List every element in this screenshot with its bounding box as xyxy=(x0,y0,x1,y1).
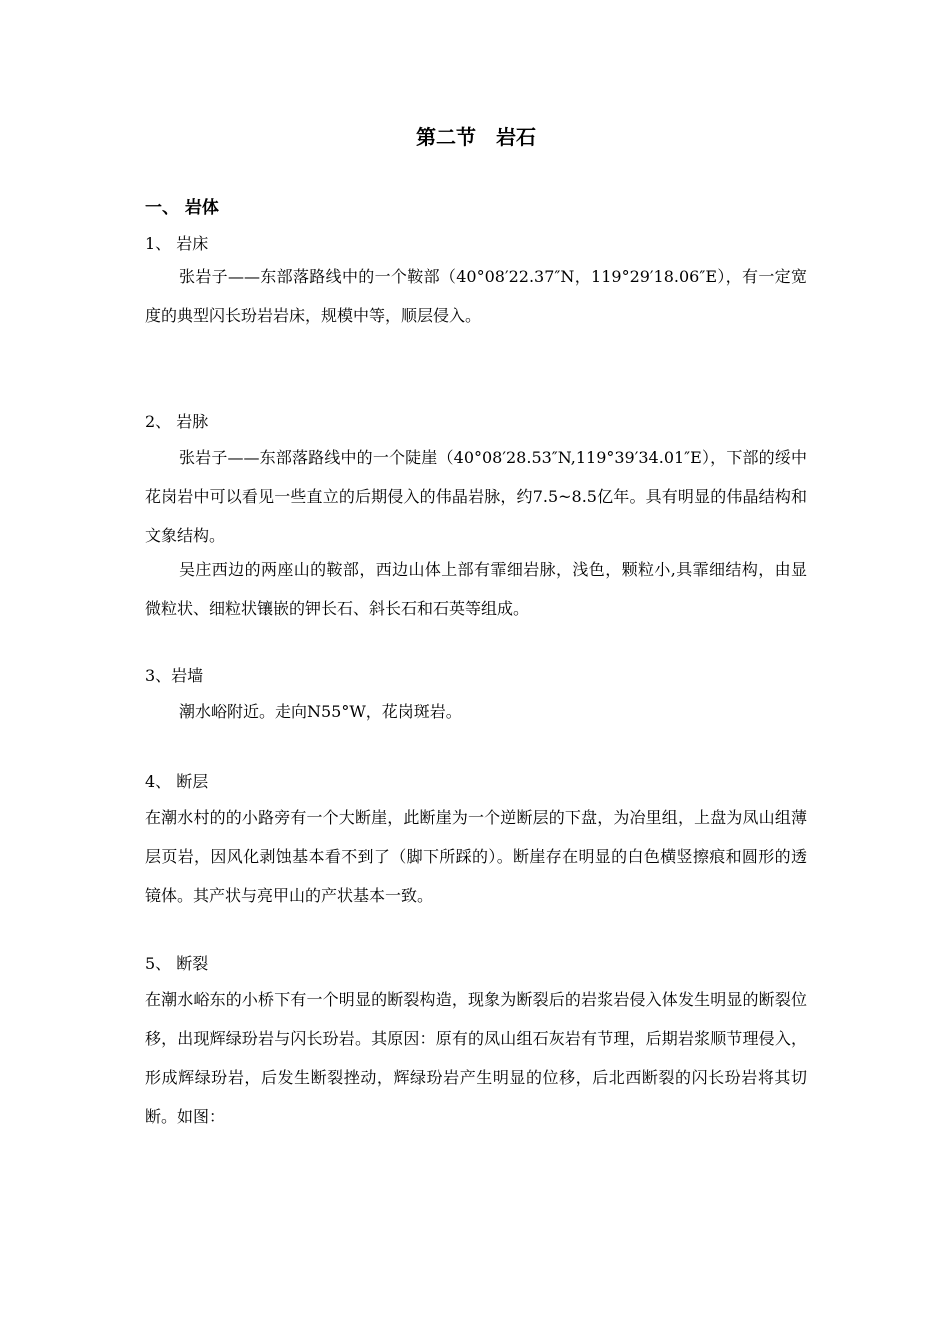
paragraph-fracture: 在潮水峪东的小桥下有一个明显的断裂构造，现象为断裂后的岩浆岩侵入体发生明显的断裂位移，出现辉绿玢岩与闪长玢岩。其原因：原有的凤山组石灰岩有节理，后期岩浆顺节理侵入，形成辉绿玢岩，后发生断裂挫动，辉绿玢岩产生明显的位移，后北西断裂的闪长玢岩将其切断。如图： xyxy=(145,990,807,1126)
paragraph-dyke-wall: 潮水峪附近。走向N55°W，花岗斑岩。 xyxy=(179,702,462,721)
paragraph-dike-2: 吴庄西边的两座山的鞍部，西边山体上部有霏细岩脉，浅色，颗粒小,具霏细结构，由显微粒状、细粒状镶嵌的钾长石、斜长石和石英等组成。 xyxy=(145,560,807,618)
item-heading-dyke-wall: 3、岩墙 xyxy=(145,666,204,685)
item-heading-sill: 1、 岩床 xyxy=(145,234,209,253)
paragraph-dike-1: 张岩子——东部落路线中的一个陡崖（40°08′28.53″N,119°39′34.01″E），下部的绥中花岗岩中可以看见一些直立的后期侵入的伟晶岩脉，约7.5~8.5亿年。具有明显的伟晶结构和文象结构。 xyxy=(145,448,807,545)
item-heading-fault: 4、 断层 xyxy=(145,772,209,791)
item-heading-fracture: 5、 断裂 xyxy=(145,954,209,973)
section-heading-rock-mass: 一、 岩体 xyxy=(145,198,219,218)
paragraph-fault: 在潮水村的的小路旁有一个大断崖，此断崖为一个逆断层的下盘，为冶里组，上盘为凤山组薄层页岩，因风化剥蚀基本看不到了（脚下所踩的）。断崖存在明显的白色横竖擦痕和圆形的透镜体。其产状与亮甲山的产状基本一致。 xyxy=(145,808,807,905)
page-title: 第二节 岩石 xyxy=(416,125,536,149)
item-heading-dike: 2、 岩脉 xyxy=(145,412,209,431)
paragraph-sill: 张岩子——东部落路线中的一个鞍部（40°08′22.37″N，119°29′18.06″E），有一定宽度的典型闪长玢岩岩床，规模中等，顺层侵入。 xyxy=(145,267,807,325)
